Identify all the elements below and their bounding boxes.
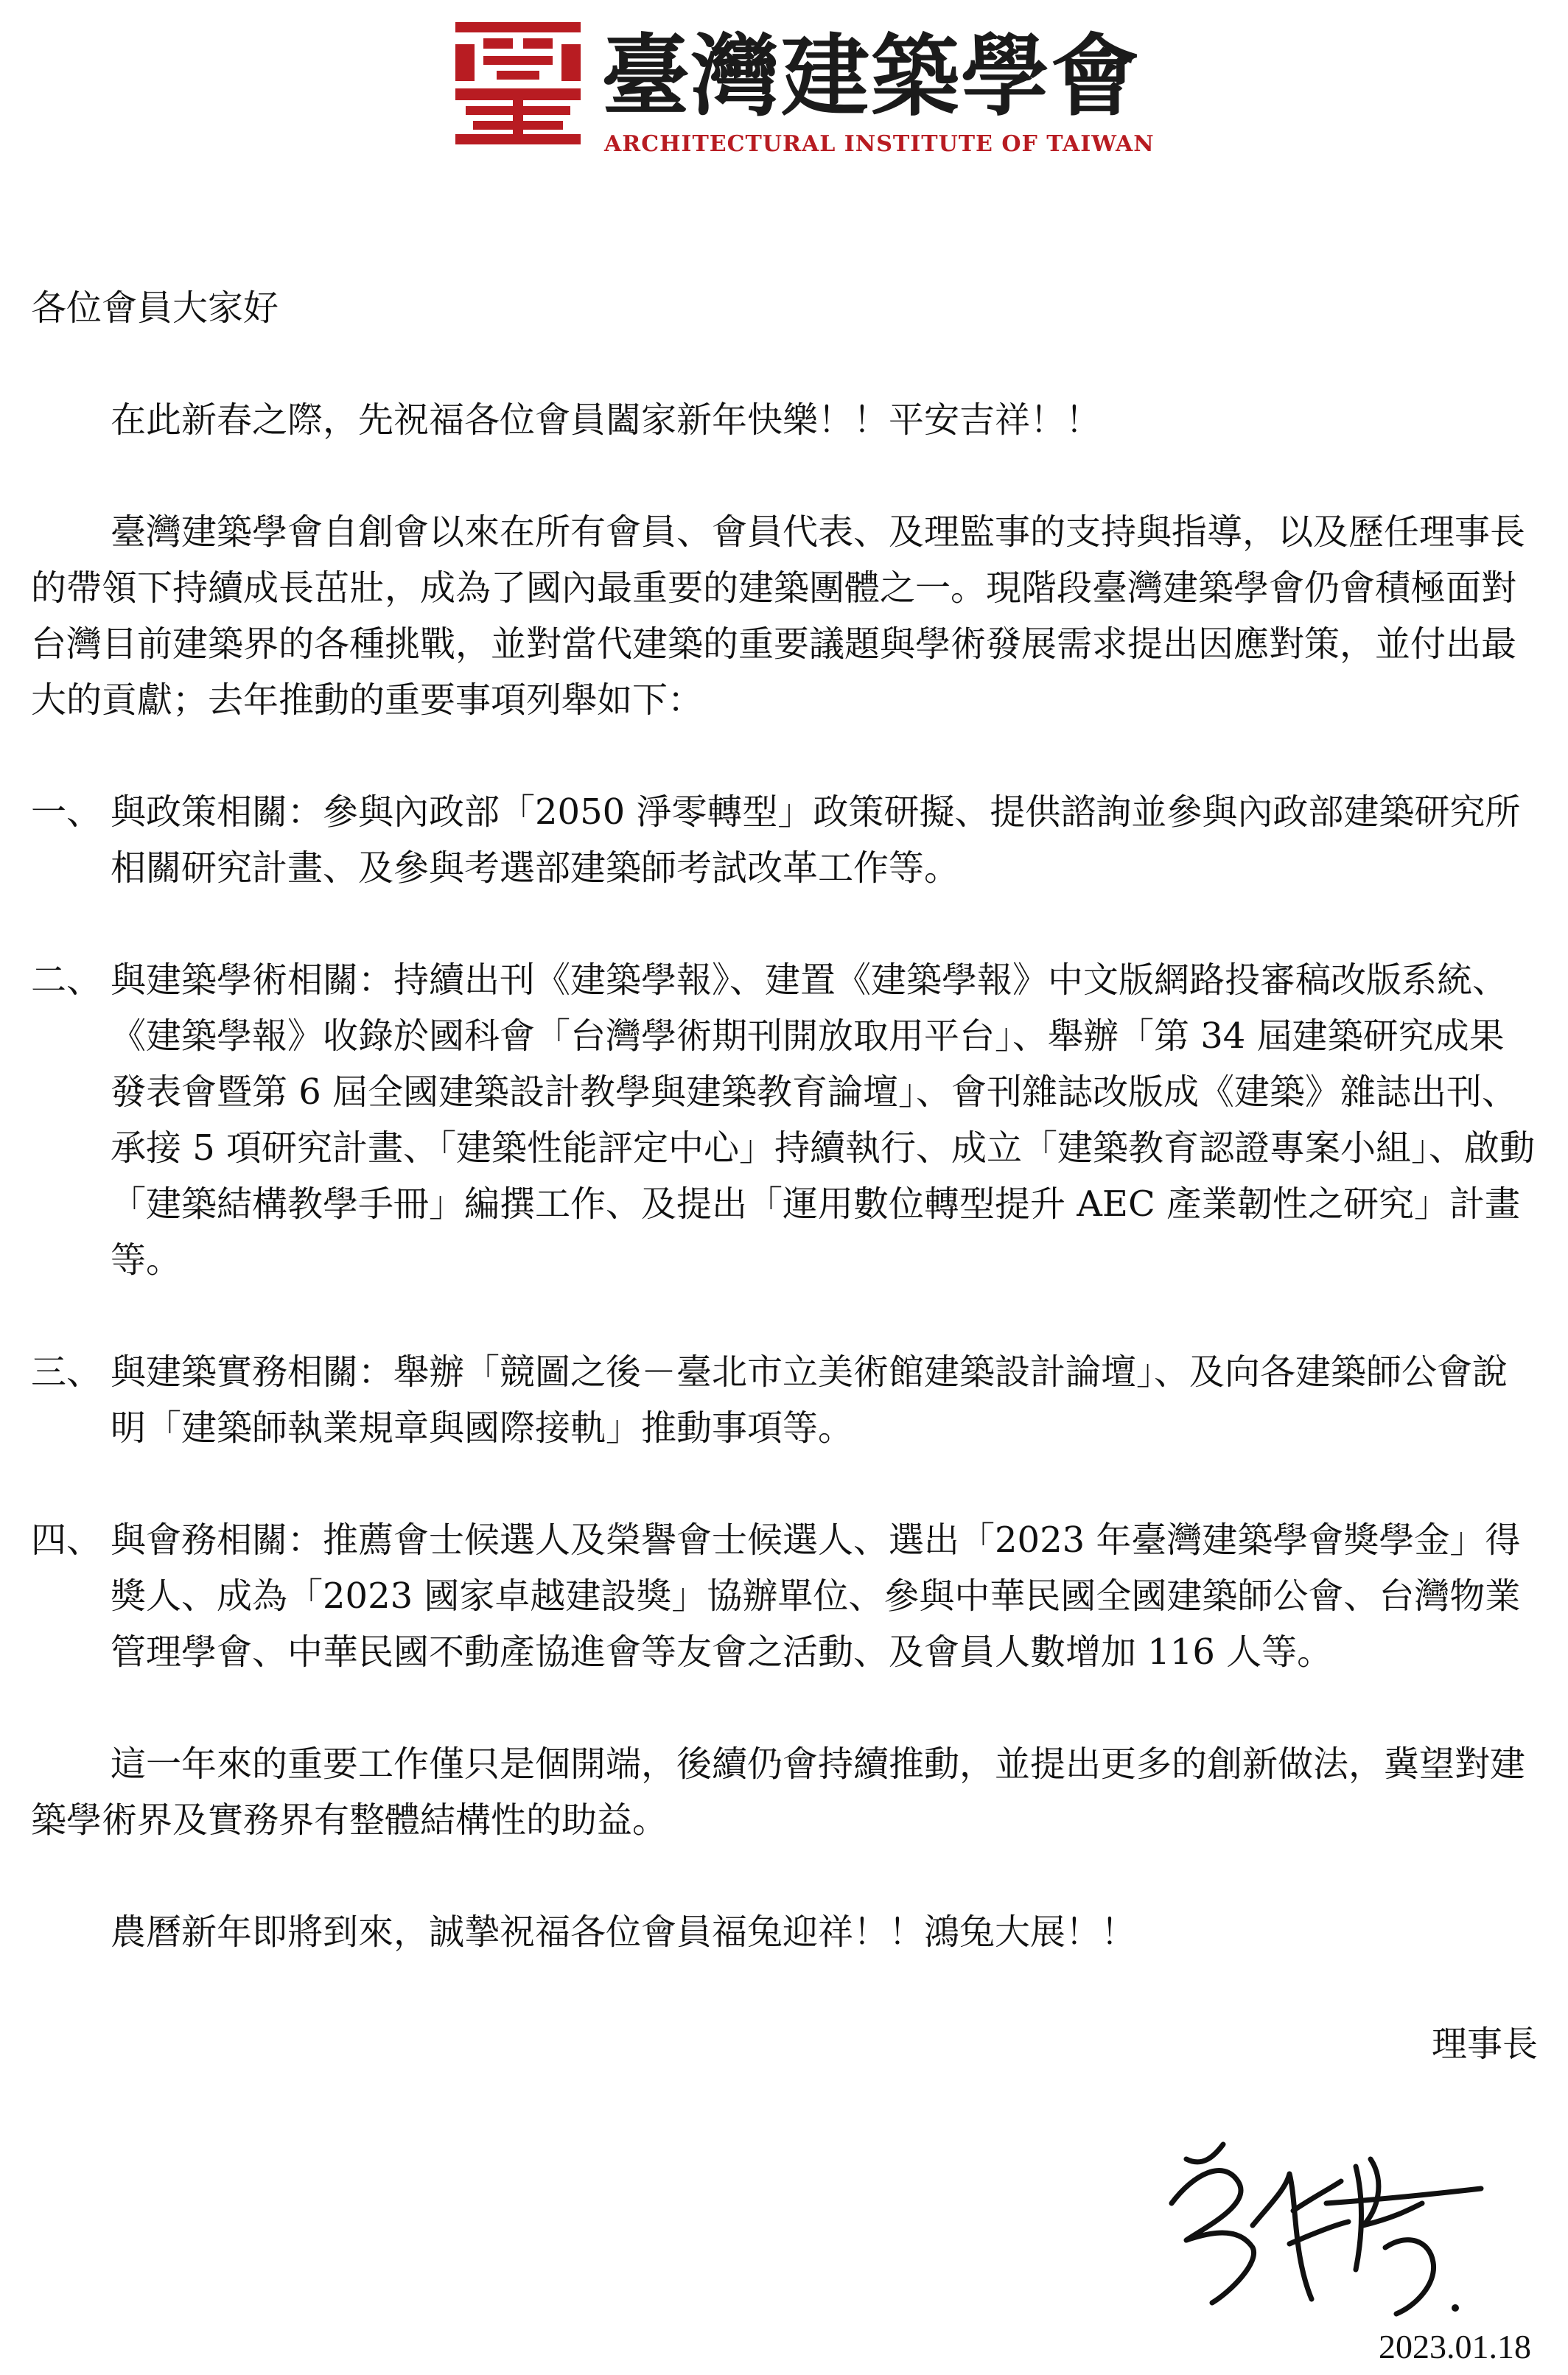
list-item-number: 三、 <box>31 1351 102 1393</box>
list-item-text: 與建築實務相關：舉辦「競圖之後－臺北市立美術館建築設計論壇」、及向各建築師公會說明「建築師執業規章與國際接軌」推動事項等。 <box>111 1351 1508 1449</box>
list-item-number: 四、 <box>31 1519 102 1561</box>
list-item-text: 與政策相關：參與內政部「2050 淨零轉型」政策研擬、提供諮詢並參與內政部建築研究所相關研究計畫、及參與考選部建築師考試改革工作等。 <box>111 791 1521 889</box>
list-item <box>31 952 1538 1288</box>
org-name-en: ARCHITECTURAL INSTITUTE OF TAIWAN <box>604 131 1155 157</box>
signer-title: 理事長 <box>1431 2024 1538 2065</box>
greeting: 各位會員大家好 <box>31 287 279 329</box>
list-item-number: 二、 <box>31 959 102 1001</box>
list-item-text: 與建築學術相關：持續出刊《建築學報》、建置《建築學報》中文版網路投審稿改版系統、《建築學報》收錄於國科會「台灣學術期刊開放取用平台」、舉辦「第 34 屆建築研究成果發表會暨第 6 屆全國建築設計教學與建築教育論壇」、會刊雜誌改版成《建築》雜誌出刊、承接 5 項研究計畫、「建築性能評定中心」持續執行、成立「建築教育認證專案小組」、啟動「建築結構教學手冊」編撰工作、及提出「運用數位轉型提升 AEC 產業韌性之研究」計畫等。 <box>111 959 1536 1281</box>
list-item <box>31 1512 1538 1680</box>
letter-date: 2023.01.18 <box>1379 2328 1531 2365</box>
list-item <box>31 1344 1538 1456</box>
list-item <box>31 784 1538 896</box>
intro-paragraph: 臺灣建築學會自創會以來在所有會員、會員代表、及理監事的支持與指導，以及歷任理事長的帶領下持續成長茁壯，成為了國內最重要的建築團體之一。現階段臺灣建築學會仍會積極面對台灣目前建築界的各種挑戰，並對當代建築的重要議題與學術發展需求提出因應對策，並付出最大的貢獻；去年推動的重要事項列舉如下： <box>31 511 1526 721</box>
list-item-text: 與會務相關：推薦會士候選人及榮譽會士候選人、選出「2023 年臺灣建築學會獎學金」得獎人、成為「2023 國家卓越建設獎」協辦單位、參與中華民國全國建築師公會、台灣物業管理學會、中華民國不動產協進會等友會之活動、及會員人數增加 116 人等。 <box>111 1519 1521 1673</box>
org-emblem-icon <box>455 22 581 144</box>
handwritten-signature <box>1142 2115 1496 2329</box>
closing-paragraph: 農曆新年即將到來，誠摯祝福各位會員福兔迎祥！！鴻兔大展！！ <box>111 1911 1137 1953</box>
org-name-zh: 臺灣建築學會 <box>601 24 1141 128</box>
letter-body <box>31 280 1538 2072</box>
list-item-number: 一、 <box>31 791 102 833</box>
new-year-wish: 在此新春之際，先祝福各位會員闔家新年快樂！！平安吉祥！！ <box>111 399 1102 441</box>
summary-paragraph: 這一年來的重要工作僅只是個開端，後續仍會持續推動，並提出更多的創新做法，冀望對建築學術界及實務界有整體結構性的助益。 <box>31 1743 1526 1841</box>
